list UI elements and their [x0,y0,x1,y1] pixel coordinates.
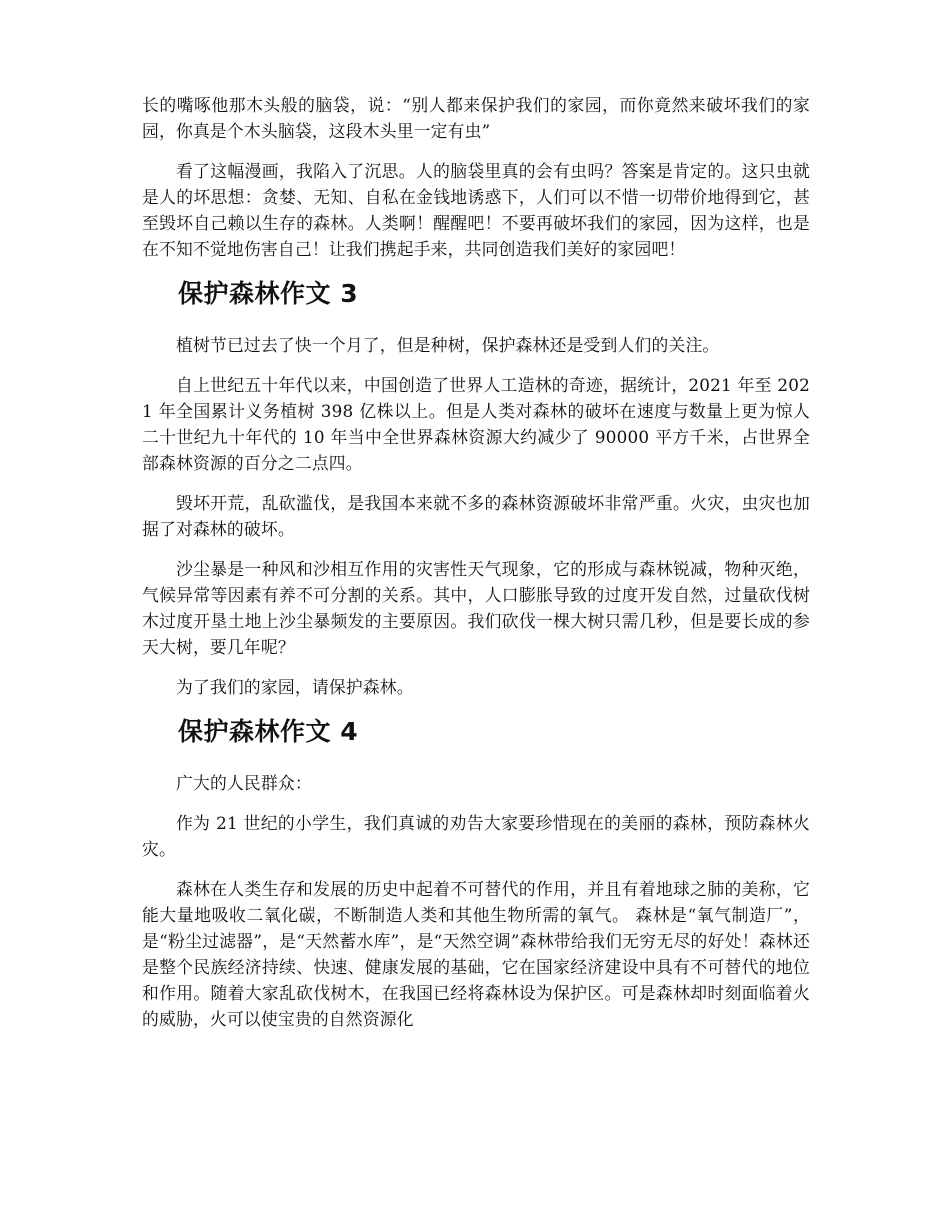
document-page [142,92,810,1046]
paragraph-intro-2: 看了这幅漫画，我陷入了沉思。人的脑袋里真的会有虫吗？答案是肯定的。这只虫就是人的坏思想：贪婪、无知、自私在金钱地诱惑下，人们可以不惜一切带价地得到它，甚至毁坏自己赖以生存的森林。人类啊！醒醒吧！不要再破坏我们的家园，因为这样，也是在不知不觉地伤害自己！让我们携起手来，共同创造我们美好的家园吧！ [142,161,810,259]
paragraph-s3-1: 植树节已过去了快一个月了，但是种树，保护森林还是受到人们的关注。 [176,335,720,355]
section-essay-3 [142,278,810,700]
paragraph-s4-1: 广大的人民群众： [176,773,312,793]
paragraph-s4-2: 作为 21 世纪的小学生，我们真诚的劝告大家要珍惜现在的美丽的森林，预防森林火灾。 [142,813,810,859]
paragraph-s3-3: 毁坏开荒，乱砍滥伐，是我国本来就不多的森林资源破坏非常严重。火灾，虫灾也加据了对森林的破坏。 [142,493,810,539]
section-heading-3: 保护森林作文 3 [178,279,359,308]
section-heading-4: 保护森林作文 4 [178,717,359,746]
paragraph-s4-3: 森林在人类生存和发展的历史中起着不可替代的作用，并且有着地球之肺的美称，它能大量地吸收二氧化碳，不断制造人类和其他生物所需的氧气。 森林是“氧气制造厂”，是“粉尘过滤器”，是“天然蓄水库”，是“天然空调”森林带给我们无穷无尽的好处！森林还是整个民族经济持续、快速、健康发展的基础，它在国家经济建设中具有不可替代的地位和作用。随着大家乱砍伐树木，在我国已经将森林设为保护区。可是森林却时刻面临着火的威胁，火可以使宝贵的自然资源化 [142,879,810,1029]
paragraph-s3-2: 自上世纪五十年代以来，中国创造了世界人工造林的奇迹，据统计，2021 年至 2021 年全国累计义务植树 398 亿株以上。但是人类对森林的破坏在速度与数量上更为惊人二十世纪九十年代的 10 年当中全世界森林资源大约减少了 90000 平方千米，占世界全部森林资源的百分之二点四。 [142,375,810,473]
section-essay-4 [142,716,810,1032]
paragraph-s3-5: 为了我们的家园，请保护森林。 [176,677,414,697]
paragraph-intro-1: 长的嘴啄他那木头般的脑袋，说：“别人都来保护我们的家园，而你竟然来破坏我们的家园，你真是个木头脑袋，这段木头里一定有虫” [142,95,810,141]
paragraph-s3-4: 沙尘暴是一种风和沙相互作用的灾害性天气现象，它的形成与森林锐减，物种灭绝，气候异常等因素有养不可分割的关系。其中，人口膨胀导致的过度开发自然，过量砍伐树木过度开垦土地上沙尘暴频发的主要原因。我们砍伐一棵大树只需几秒，但是要长成的参天大树，要几年呢？ [142,559,810,657]
